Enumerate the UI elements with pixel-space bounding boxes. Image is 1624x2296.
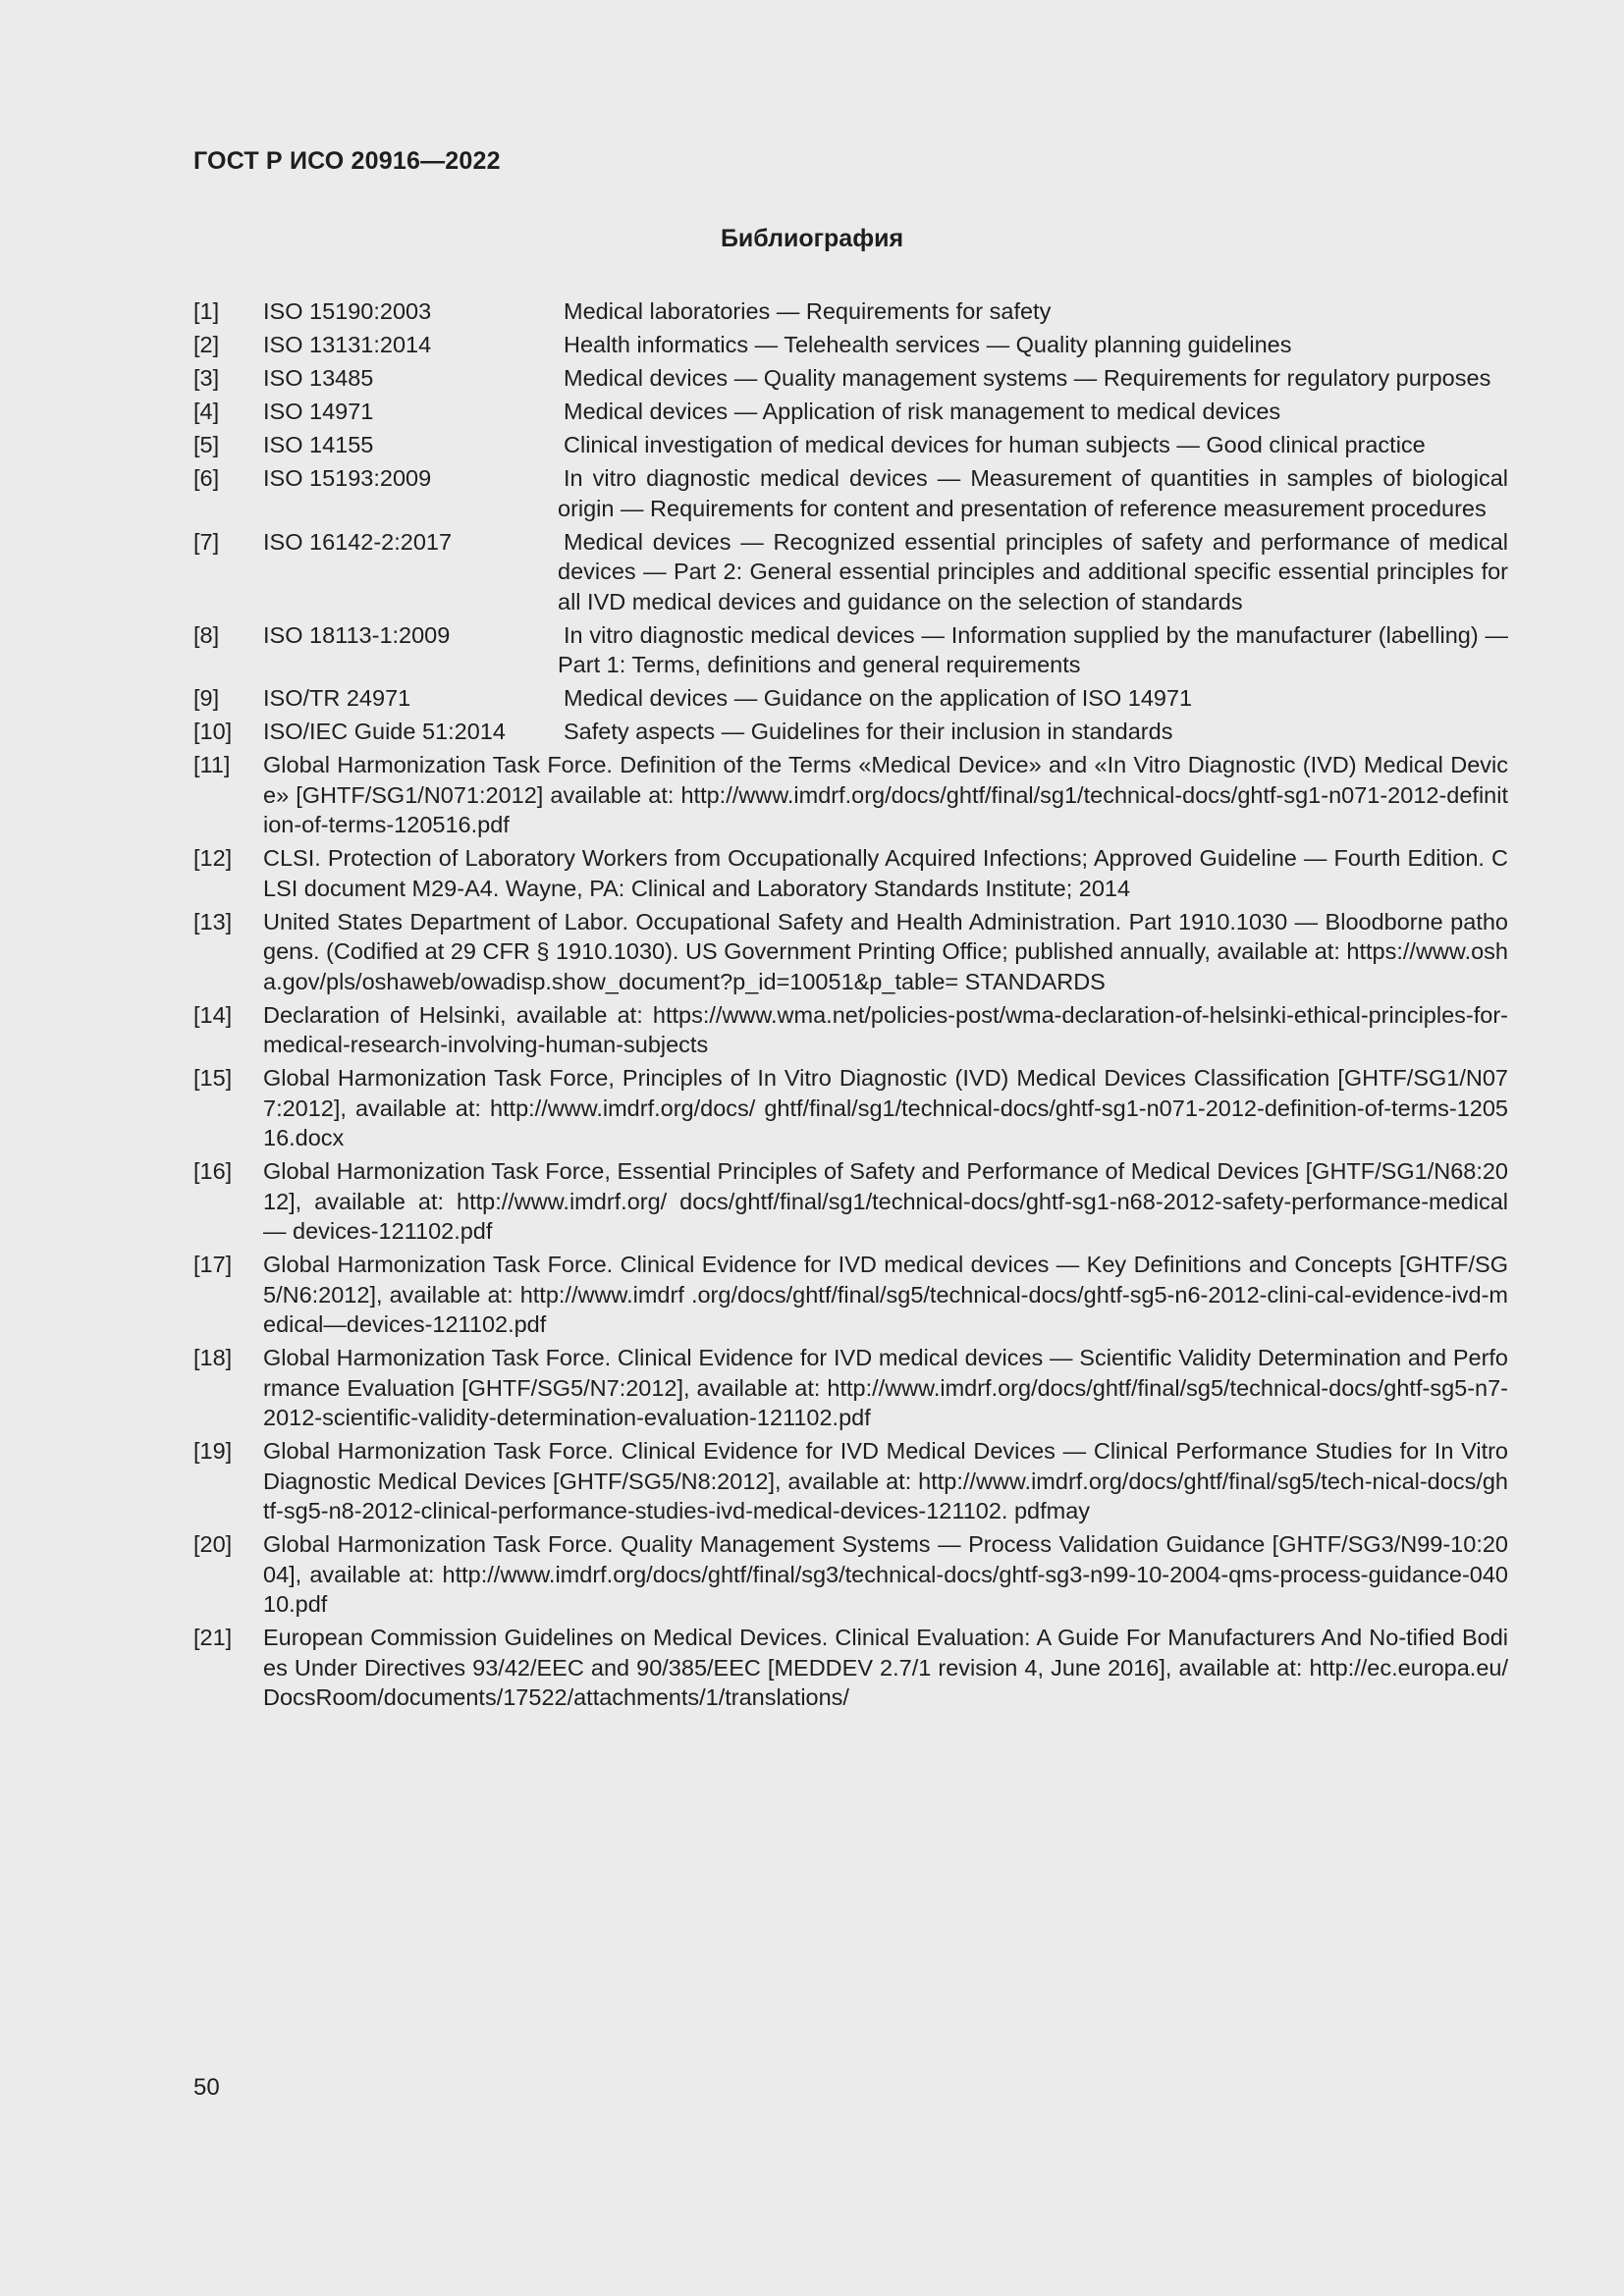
reference-number: [21] (193, 1625, 233, 1650)
reference-number: [12] (193, 845, 233, 871)
reference-item (193, 1063, 1508, 1153)
reference-item (193, 1250, 1508, 1340)
reference-number: [1] (193, 298, 220, 324)
document-header: ГОСТ Р ИСО 20916—2022 (193, 147, 501, 175)
reference-text: Global Harmonization Task Force, Essential Principles of Safety and Performance of Medical Devices [GHTF/SG1/N68:2012], available at: http://www.imdrf.org/ docs/ghtf/final/sg1/technical-docs/ghtf-sg1-n68-2012-safety-performance-medical — devices-121102.pdf (263, 1158, 1508, 1244)
reference-document-id: ISO 15193:2009 (263, 465, 432, 491)
reference-item (193, 907, 1508, 997)
reference-document-id: ISO/TR 24971 (263, 685, 411, 711)
reference-number: [13] (193, 908, 233, 934)
reference-item (193, 527, 1508, 617)
reference-document-id: ISO 14155 (263, 432, 374, 457)
reference-item (193, 1343, 1508, 1433)
reference-item (193, 363, 1508, 394)
reference-document-id: ISO 18113-1:2009 (263, 621, 451, 648)
reference-item (193, 1529, 1508, 1620)
reference-item (193, 683, 1508, 714)
reference-item (193, 750, 1508, 840)
reference-number: [19] (193, 1438, 233, 1464)
reference-text: Global Harmonization Task Force. Definition of the Terms «Medical Device» and «In Vitro Diagnostic (IVD) Medical Device» [GHTF/SG1/N071:2012] available at: http://www.imdrf.org/docs/ghtf/final/sg1/technical-docs/ghtf-sg1-n071-2012-definition-of-terms-120516.pdf (263, 752, 1508, 837)
reference-item (193, 1000, 1508, 1060)
reference-number: [16] (193, 1158, 233, 1184)
reference-text: Global Harmonization Task Force, Principles of In Vitro Diagnostic (IVD) Medical Devices Classification [GHTF/SG1/N077:2012], available at: http://www.imdrf.org/docs/ ghtf/final/sg1/technical-docs/ghtf-sg1-n071-2012-definition-of-terms-120516.docx (263, 1065, 1508, 1150)
reference-title: In vitro diagnostic medical devices — Measurement of quantities in samples of biological origin — Requirements for content and presentation of reference measurement procedures (558, 465, 1508, 521)
reference-title: Health informatics — Telehealth services — Quality planning guidelines (564, 332, 1292, 357)
reference-number: [8] (193, 621, 220, 648)
reference-number: [15] (193, 1065, 233, 1091)
reference-document-id: ISO 15190:2003 (263, 298, 432, 324)
reference-item (193, 463, 1508, 523)
reference-item (193, 843, 1508, 903)
reference-title: Medical devices — Application of risk management to medical devices (564, 399, 1281, 424)
reference-number: [4] (193, 399, 220, 424)
page-number: 50 (193, 2074, 220, 2101)
reference-text: European Commission Guidelines on Medical Devices. Clinical Evaluation: A Guide For Manufacturers And No-tified Bodies Under Directives 93/42/EEC and 90/385/EEC [MEDDEV 2.7/1 revision 4, June 2016], available at: http://ec.europa.eu/DocsRoom/documents/17522/attachments/1/translations/ (263, 1625, 1508, 1710)
reference-title: Safety aspects — Guidelines for their inclusion in standards (564, 719, 1173, 744)
reference-text: Global Harmonization Task Force. Clinical Evidence for IVD medical devices — Scientific Validity Determination and Performance Evaluation [GHTF/SG5/N7:2012], available at: http://www.imdrf.org/docs/ghtf/final/sg5/technical-docs/ghtf-sg5-n7-2012-scientific-validity-determination-evaluation-121102.pdf (263, 1345, 1508, 1430)
reference-item (193, 620, 1508, 680)
reference-title: Medical laboratories — Requirements for safety (564, 298, 1052, 324)
reference-item (193, 1156, 1508, 1247)
reference-title: Medical devices — Quality management systems — Requirements for regulatory purposes (564, 365, 1491, 391)
reference-item (193, 717, 1508, 747)
reference-text: United States Department of Labor. Occupational Safety and Health Administration. Part 1910.1030 — Bloodborne pathogens. (Codified at 29 CFR § 1910.1030). US Government Printing Office; published annually, available at: https://www.osha.gov/pls/oshaweb/owadisp.show_document?p_id=10051&p_table= STANDARDS (263, 908, 1508, 994)
reference-item (193, 330, 1508, 360)
reference-document-id: ISO 13485 (263, 365, 374, 391)
reference-document-id: ISO 16142-2:2017 (263, 528, 453, 555)
reference-item (193, 430, 1508, 460)
reference-text: CLSI. Protection of Laboratory Workers from Occupationally Acquired Infections; Approved Guideline — Fourth Edition. CLSI document M29-A4. Wayne, PA: Clinical and Laboratory Standards Institute; 2014 (263, 845, 1508, 901)
reference-document-id: ISO/IEC Guide 51:2014 (263, 719, 506, 744)
reference-number: [5] (193, 432, 220, 457)
reference-number: [17] (193, 1252, 233, 1277)
reference-number: [9] (193, 685, 220, 711)
reference-item (193, 397, 1508, 427)
section-title: Библиография (720, 225, 904, 252)
reference-number: [6] (193, 465, 220, 491)
reference-text: Global Harmonization Task Force. Clinical Evidence for IVD Medical Devices — Clinical Performance Studies for In Vitro Diagnostic Medical Devices [GHTF/SG5/N8:2012], available at: http://www.imdrf.org/docs/ghtf/final/sg5/tech-nical-docs/ghtf-sg5-n8-2012-clinical-performance-studies-ivd-medical-devices-121102. pdfmay (263, 1438, 1508, 1523)
reference-text: Global Harmonization Task Force. Quality Management Systems — Process Validation Guidance [GHTF/SG3/N99-10:2004], available at: http://www.imdrf.org/docs/ghtf/final/sg3/technical-docs/ghtf-sg3-n99-10-2004-qms-process-guidance-04010.pdf (263, 1531, 1508, 1617)
reference-number: [2] (193, 332, 220, 357)
reference-number: [10] (193, 719, 233, 744)
reference-number: [3] (193, 365, 220, 391)
reference-number: [7] (193, 528, 220, 555)
reference-number: [20] (193, 1531, 233, 1557)
reference-item (193, 296, 1508, 327)
reference-number: [11] (193, 752, 231, 777)
reference-document-id: ISO 13131:2014 (263, 332, 432, 357)
reference-title: In vitro diagnostic medical devices — Information supplied by the manufacturer (labelling) — Part 1: Terms, definitions and general requirements (558, 621, 1508, 677)
reference-item (193, 1623, 1508, 1713)
reference-title: Clinical investigation of medical devices for human subjects — Good clinical practice (564, 432, 1426, 457)
reference-item (193, 1436, 1508, 1526)
reference-title: Medical devices — Guidance on the application of ISO 14971 (564, 685, 1193, 711)
reference-number: [18] (193, 1345, 233, 1370)
reference-document-id: ISO 14971 (263, 399, 374, 424)
reference-title: Medical devices — Recognized essential principles of safety and performance of medical devices — Part 2: General essential principles and additional specific essential principles for all IVD medical devices and guidance on the selection of standards (558, 528, 1508, 614)
reference-text: Global Harmonization Task Force. Clinical Evidence for IVD medical devices — Key Definitions and Concepts [GHTF/SG5/N6:2012], available at: http://www.imdrf .org/docs/ghtf/final/sg5/technical-docs/ghtf-sg5-n6-2012-clini-cal-evidence-ivd-medical—devices-121102.pdf (263, 1252, 1508, 1337)
reference-text: Declaration of Helsinki, available at: https://www.wma.net/policies-post/wma-declaration-of-helsinki-ethical-principles-for-medical-research-involving-human-subjects (263, 1001, 1508, 1057)
reference-number: [14] (193, 1001, 233, 1028)
bibliography-list (193, 296, 1508, 1716)
